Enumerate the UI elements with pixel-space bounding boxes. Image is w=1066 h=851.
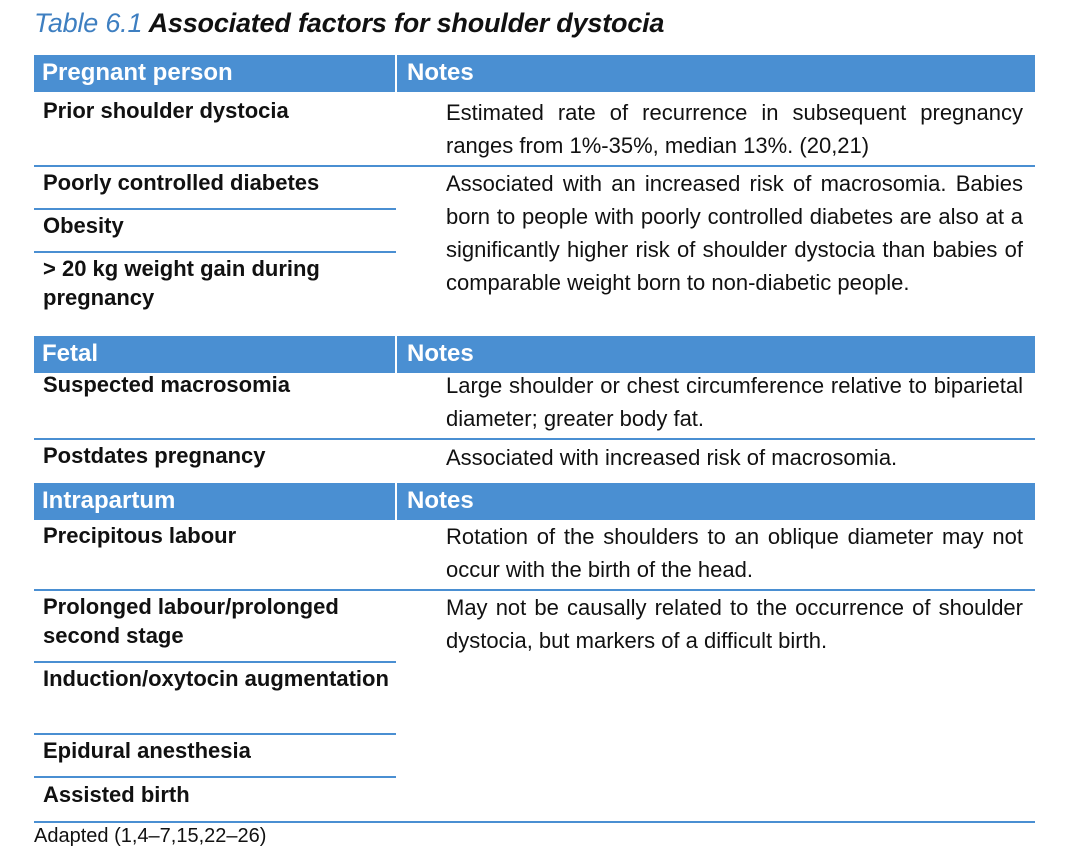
factor-label: Poorly controlled diabetes [43,170,320,195]
factor-label: Induction/oxytocin augmentation [43,666,389,691]
factor-label: Prolonged labour/prolonged second stage [43,594,339,648]
table-bottom-rule [34,821,1035,823]
notes-header: Notes [407,59,474,86]
section-header-fetal [34,336,1035,373]
factor-note: Associated with an increased risk of macrosomia. Babies born to people with poorly controlled diabetes are also at a significantly higher risk of shoulder dystocia than babies of comparable weight born to non-diabetic people. [446,171,1023,295]
factor-label: Suspected macrosomia [43,372,290,397]
section-title: Intrapartum [42,487,176,514]
section-title: Fetal [42,340,99,367]
section-header-intrapartum [34,483,1035,520]
factor-note: Large shoulder or chest circumference relative to biparietal diameter; greater body fat. [446,373,1023,431]
factor-label: Prior shoulder dystocia [43,98,289,123]
footnote: Adapted (1,4–7,15,22–26) [34,825,267,847]
section-title: Pregnant person [42,59,233,86]
notes-header: Notes [407,340,474,367]
factor-label: Precipitous labour [43,523,237,548]
factor-label: Epidural anesthesia [43,738,251,763]
section-header-pregnant-person [34,55,1035,92]
table-caption: Associated factors for shoulder dystocia [148,8,665,38]
factor-note: May not be causally related to the occurrence of shoulder dystocia, but markers of a difficult birth. [446,595,1023,653]
row-divider [34,208,396,210]
row-divider [34,438,1035,440]
factor-note: Estimated rate of recurrence in subsequent pregnancy ranges from 1%-35%, median 13%. (20,21) [446,100,1023,158]
table-number: Table 6.1 [34,8,143,38]
notes-header: Notes [407,487,474,514]
row-divider [34,776,396,778]
table-title [34,8,664,39]
factor-label: Assisted birth [43,782,190,807]
row-divider [34,251,396,253]
factor-note: Associated with increased risk of macrosomia. [446,445,898,470]
row-divider [34,733,396,735]
factor-label: > 20 kg weight gain during pregnancy [43,256,320,310]
factor-label: Obesity [43,213,124,238]
row-divider [34,661,396,663]
factor-note: Rotation of the shoulders to an oblique diameter may not occur with the birth of the head. [446,524,1023,582]
factor-label: Postdates pregnancy [43,443,266,468]
